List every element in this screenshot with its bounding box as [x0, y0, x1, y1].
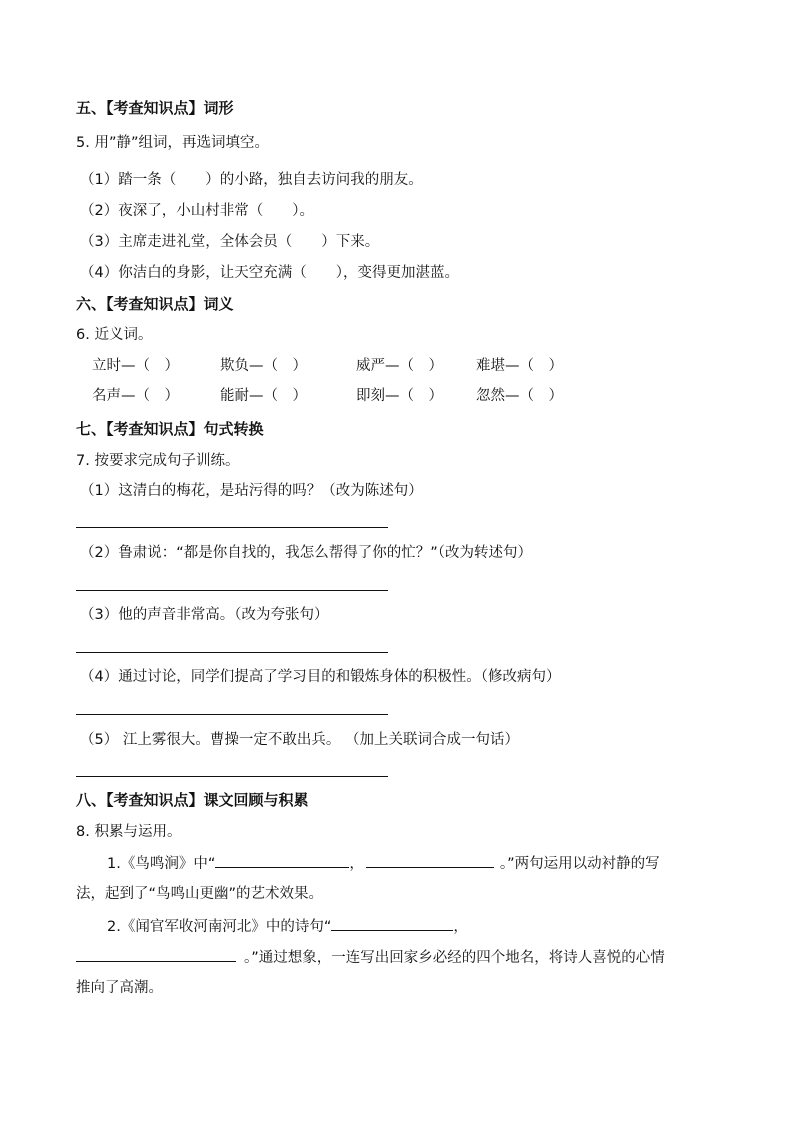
synonym-item: 忽然—（ ）: [476, 388, 563, 404]
section-6-title: 六、【考查知识点】词义: [76, 295, 234, 313]
answer-line[interactable]: [76, 652, 388, 653]
section-7-title: 七、【考查知识点】句式转换: [76, 420, 264, 438]
question-7-item-5: （5） 江上雾很大。曹操一定不敢出兵。 （加上关联词合成一句话）: [80, 732, 519, 748]
question-8-prompt: 8. 积累与运用。: [76, 824, 182, 840]
synonym-item: 欺负—（ ）: [220, 358, 307, 374]
synonym-item: 难堪—（ ）: [476, 358, 563, 374]
part-1-lead-text: 1.《鸟鸣涧》中“: [107, 856, 216, 872]
comma: ，: [349, 856, 364, 872]
synonym-item: 名声—（ ）: [92, 388, 179, 404]
question-5-item-3: （3）主席走进礼堂，全体会员（ ）下来。: [80, 234, 380, 250]
synonym-item: 能耐—（ ）: [220, 388, 307, 404]
question-5-item-1: （1）踏一条（ ）的小路，独自去访问我的朋友。: [80, 172, 423, 188]
synonym-item: 立时—（ ）: [92, 358, 179, 374]
answer-line[interactable]: [76, 590, 388, 591]
question-8-part-1-line-2: 法，起到了“鸟鸣山更幽”的艺术效果。: [76, 886, 324, 902]
synonym-item: 即刻—（ ）: [356, 388, 443, 404]
question-7-item-4: （4）通过讨论，同学们提高了学习目的和锻炼身体的积极性。（修改病句）: [80, 669, 561, 685]
answer-line[interactable]: [76, 527, 388, 528]
question-5-item-2: （2）夜深了，小山村非常（ ）。: [80, 203, 314, 219]
comma: ，: [453, 919, 468, 935]
synonym-item: 威严—（ ）: [356, 358, 443, 374]
question-6-prompt: 6. 近义词。: [76, 327, 153, 343]
question-5-prompt: 5. 用”静”组词，再选词填空。: [76, 135, 269, 151]
question-7-item-3: （3）他的声音非常高。（改为夸张句）: [80, 607, 329, 623]
question-7-prompt: 7. 按要求完成句子训练。: [76, 453, 240, 469]
part-2-lead-text: 2.《闻官军收河南河北》中的诗句“: [107, 919, 332, 935]
question-8-part-2-line-1: [107, 916, 468, 937]
section-5-title: 五、【考查知识点】词形: [76, 99, 234, 117]
answer-line[interactable]: [76, 776, 388, 777]
fill-blank[interactable]: [215, 853, 349, 868]
fill-blank[interactable]: [366, 853, 494, 868]
question-8-part-2-line-2: [76, 947, 665, 968]
question-8-part-1-line-1: [107, 853, 660, 874]
fill-blank[interactable]: [331, 916, 453, 931]
question-8-part-2-line-3: 推向了高潮。: [76, 980, 163, 996]
question-7-item-1: （1）这清白的梅花，是玷污得的吗？（改为陈述句）: [80, 483, 423, 499]
question-7-item-2: （2）鲁肃说：“都是你自找的，我怎么帮得了你的忙？”（改为转述句）: [80, 545, 532, 561]
part-1-tail-text: 。”两句运用以动衬静的写: [499, 856, 660, 872]
section-8-title: 八、【考查知识点】课文回顾与积累: [76, 791, 309, 809]
answer-line[interactable]: [76, 714, 388, 715]
question-5-item-4: （4）你洁白的身影，让天空充满（ ），变得更加湛蓝。: [80, 265, 459, 281]
part-2-tail-text: 。”通过想象，一连写出回家乡必经的四个地名，将诗人喜悦的心情: [244, 950, 665, 966]
fill-blank[interactable]: [76, 947, 236, 962]
